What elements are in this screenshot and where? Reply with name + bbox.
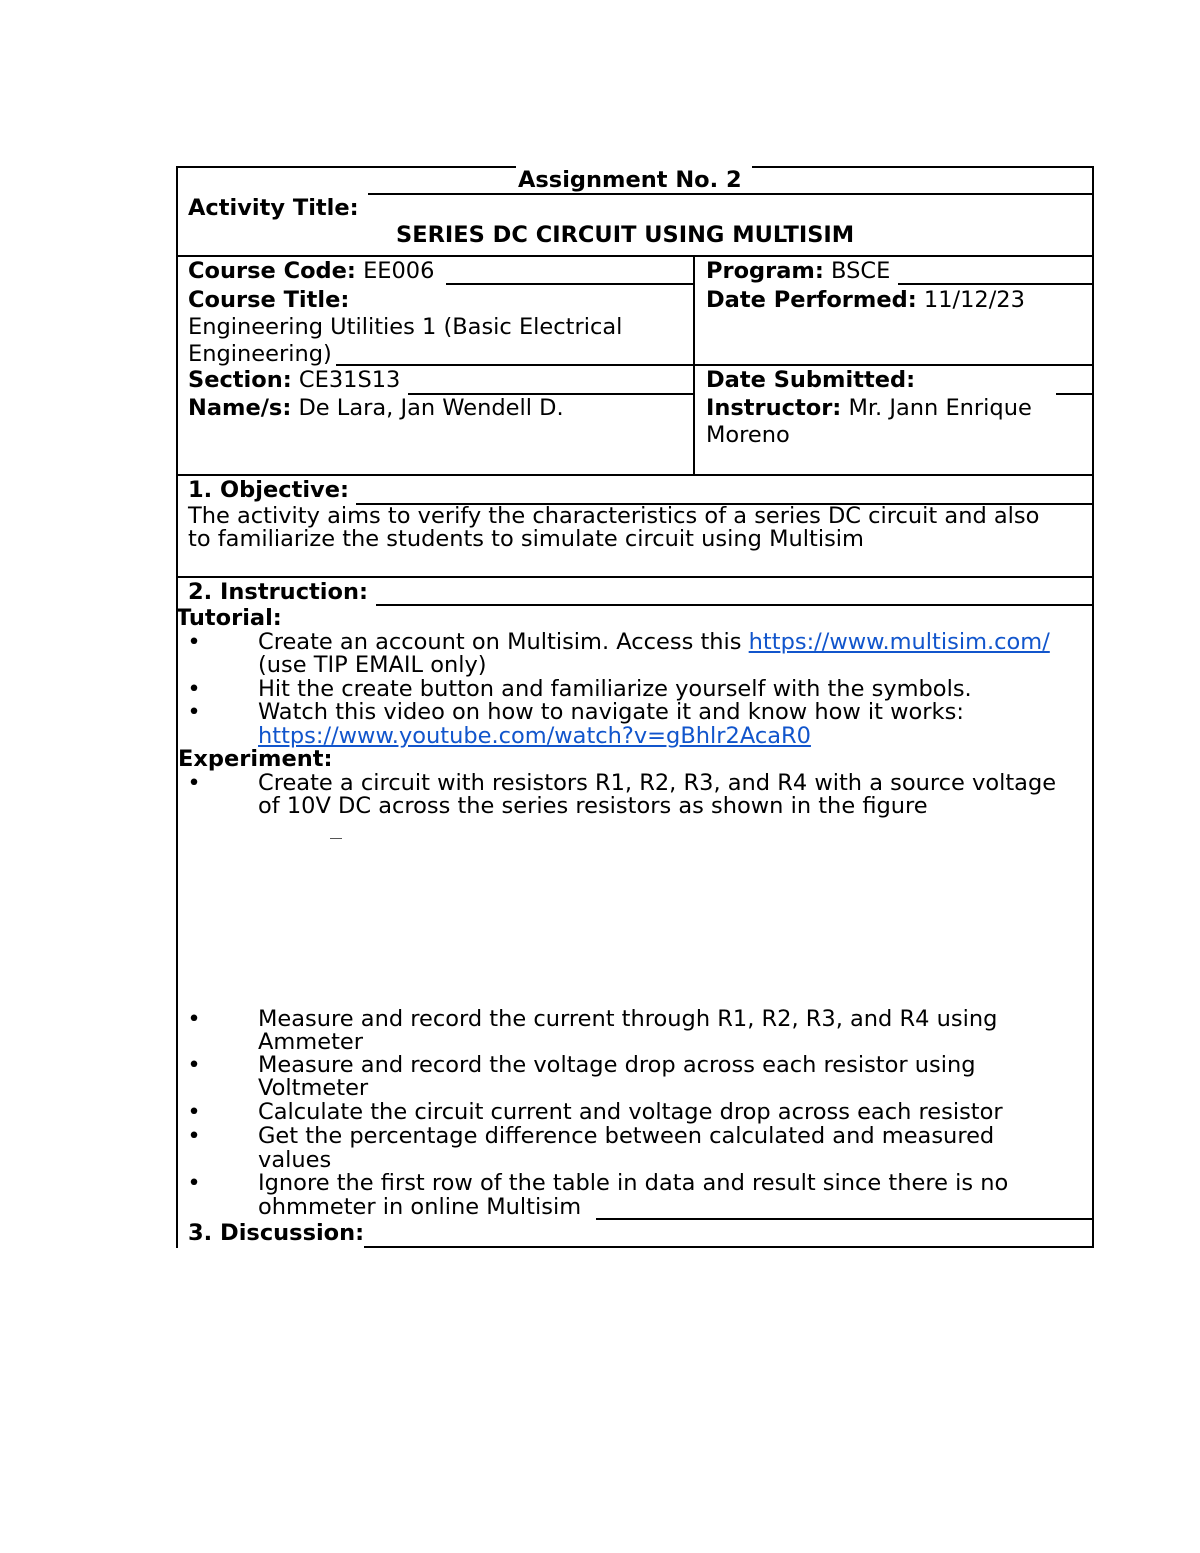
experiment-item-3-line1: Measure and record the voltage drop across each resistor using xyxy=(258,1052,976,1078)
rule-course-title-bottom xyxy=(336,364,694,366)
course-code-row xyxy=(188,259,434,283)
course-code-label: Course Code: xyxy=(188,258,356,284)
rule-instruction xyxy=(376,604,1094,606)
names-value: De Lara, Jan Wendell D. xyxy=(298,395,564,421)
objective-heading: 1. Objective: xyxy=(188,477,349,503)
experiment-item-1-line2: of 10V DC across the series resistors as shown in the figure xyxy=(258,793,928,819)
tutorial-item-3-link-line xyxy=(258,724,811,748)
tutorial-item-1-text: Create an account on Multisim. Access this xyxy=(258,629,749,655)
date-performed-label: Date Performed: xyxy=(706,287,917,313)
activity-title: SERIES DC CIRCUIT USING MULTISIM xyxy=(396,222,855,248)
section-label: Section: xyxy=(188,367,292,393)
tutorial-item-1-line2: (use TIP EMAIL only) xyxy=(258,652,487,678)
rule-info-bottom xyxy=(176,474,1094,476)
experiment-item-5-line2: values xyxy=(258,1147,332,1173)
experiment-item-2-line2: Ammeter xyxy=(258,1029,363,1055)
discussion-heading: 3. Discussion: xyxy=(188,1220,365,1246)
names-row xyxy=(188,396,564,420)
rule-program xyxy=(898,283,1094,285)
course-title-line2: Engineering) xyxy=(188,341,332,367)
rule-objective-bottom xyxy=(176,576,1094,578)
course-title-label: Course Title: xyxy=(188,287,350,313)
instructor-line1: Mr. Jann Enrique xyxy=(848,395,1032,421)
date-submitted-row xyxy=(706,368,915,392)
table-border-top-right xyxy=(752,166,1094,168)
instruction-heading: 2. Instruction: xyxy=(188,579,368,605)
bullet-icon: • xyxy=(187,1006,201,1032)
program-label: Program: xyxy=(706,258,824,284)
course-code-value: EE006 xyxy=(363,258,435,284)
tutorial-item-3: Watch this video on how to navigate it and know how it works: xyxy=(258,699,964,725)
bullet-icon: • xyxy=(187,629,201,655)
experiment-item-6-line1: Ignore the first row of the table in data and result since there is no xyxy=(258,1170,1009,1196)
table-border-right xyxy=(1092,166,1094,1248)
instructor-label: Instructor: xyxy=(706,395,842,421)
figure-mark xyxy=(330,838,342,839)
table-border-left xyxy=(176,166,178,1248)
rule-discussion xyxy=(364,1246,1094,1248)
experiment-heading: Experiment: xyxy=(178,746,333,772)
rule-date-submitted xyxy=(1056,393,1094,395)
instructor-line2: Moreno xyxy=(706,422,790,448)
tutorial-heading: Tutorial: xyxy=(176,605,282,631)
tutorial-item-1 xyxy=(258,630,1050,654)
bullet-icon: • xyxy=(187,1052,201,1078)
youtube-link[interactable]: https://www.youtube.com/watch?v=gBhlr2AcaR0 xyxy=(258,723,811,749)
program-value: BSCE xyxy=(831,258,891,284)
objective-line1: The activity aims to verify the characteristics of a series DC circuit and also xyxy=(188,503,1040,529)
rule-header-bottom xyxy=(176,255,1094,257)
bullet-icon: • xyxy=(187,1123,201,1149)
multisim-link[interactable]: https://www.multisim.com/ xyxy=(748,629,1050,655)
activity-title-label: Activity Title: xyxy=(188,195,359,221)
rule-title-bottom xyxy=(368,193,1094,195)
circuit-figure-placeholder xyxy=(326,838,346,842)
experiment-item-3-line2: Voltmeter xyxy=(258,1075,369,1101)
tutorial-item-2: Hit the create button and familiarize yourself with the symbols. xyxy=(258,676,972,702)
experiment-item-2-line1: Measure and record the current through R1, R2, R3, and R4 using xyxy=(258,1006,998,1032)
assignment-title: Assignment No. 2 xyxy=(518,167,742,193)
section-row xyxy=(188,368,400,392)
bullet-icon: • xyxy=(187,1099,201,1125)
section-value: CE31S13 xyxy=(298,367,401,393)
rule-discussion-top xyxy=(596,1218,1094,1220)
experiment-item-1-line1: Create a circuit with resistors R1, R2, R3, and R4 with a source voltage xyxy=(258,770,1057,796)
rule-date-performed-bottom xyxy=(694,364,1094,366)
table-border-top-left xyxy=(176,166,516,168)
date-submitted-label: Date Submitted: xyxy=(706,367,916,393)
objective-line2: to familiarize the students to simulate circuit using Multisim xyxy=(188,526,864,552)
date-performed-row xyxy=(706,288,1025,312)
names-label: Name/s: xyxy=(188,395,292,421)
experiment-item-4-line1: Calculate the circuit current and voltage drop across each resistor xyxy=(258,1099,1003,1125)
instructor-row xyxy=(706,396,1032,420)
experiment-item-6-line2: ohmmeter in online Multisim xyxy=(258,1194,582,1220)
bullet-icon: • xyxy=(187,676,201,702)
bullet-icon: • xyxy=(187,1170,201,1196)
bullet-icon: • xyxy=(187,699,201,725)
course-title-line1: Engineering Utilities 1 (Basic Electrical xyxy=(188,314,623,340)
bullet-icon: • xyxy=(187,770,201,796)
date-performed-value: 11/12/23 xyxy=(923,287,1025,313)
rule-course-code xyxy=(446,283,693,285)
program-row xyxy=(706,259,890,283)
experiment-item-5-line1: Get the percentage difference between calculated and measured xyxy=(258,1123,995,1149)
